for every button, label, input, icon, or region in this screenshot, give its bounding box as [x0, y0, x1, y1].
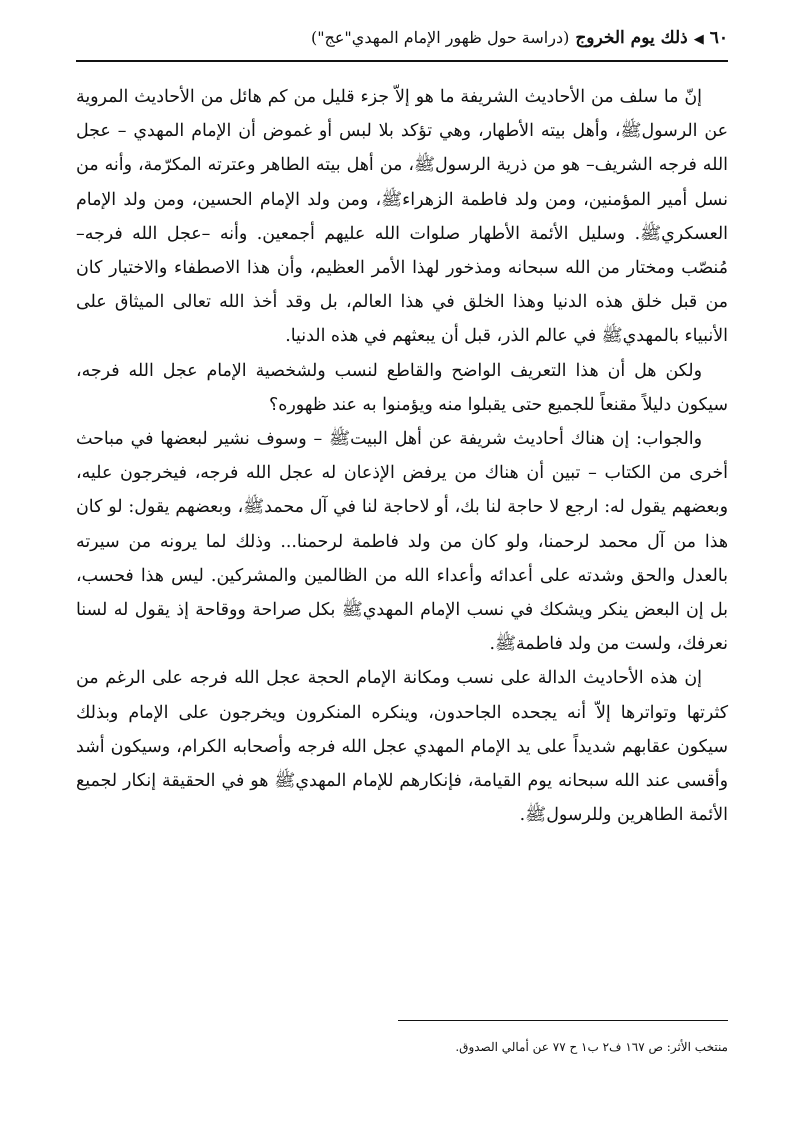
header-arrow-icon: ◀ — [693, 32, 704, 47]
paragraph: ولكن هل أن هذا التعريف الواضح والقاطع لنسب ولشخصية الإمام عجل الله فرجه، سيكون دليلاً مقنعاً للجميع حتى يقبلوا منه ويؤمنوا به عند ظهوره؟ — [76, 360, 728, 415]
book-title: ذلك يوم الخروج — [575, 28, 688, 48]
book-subtitle: (دراسة حول ظهور الإمام المهدي"عج") — [310, 28, 570, 47]
paragraph: إن هذه الأحاديث الدالة على نسب ومكانة الإمام الحجة عجل الله فرجه على الرغم من كثرتها وتواترها إلاّ أنه يجحده الجاحدون، وينكره المنكرون ويخرجون على الإمام وبذلك سيكون عقابهم شديداً على يد الإمام المهدي عجل الله فرجه وأصحابه الكرام، وسيكون أشد وأقسى عند الله سبحانه يوم القيامة، فإنكارهم للإمام المهديﷺ هو في الحقيقة إنكار لجميع الأئمة الطاهرين وللرسولﷺ. — [76, 668, 728, 826]
footnote-divider — [398, 1020, 728, 1021]
header-divider — [76, 60, 728, 62]
paragraph: إنّ ما سلف من الأحاديث الشريفة ما هو إلاّ جزء قليل من كم هائل من الأحاديث المروية عن الرسولﷺ، وأهل بيته الأطهار، وهي تؤكد بلا لبس أو غموض أن الإمام المهدي – عجل الله فرجه الشريف– هو من ذرية الرسولﷺ، من أهل بيته الطاهر وعترته المكرّمة، وأنه من نسل أمير المؤمنين، ومن ولد فاطمة الزهراءﷺ، ومن ولد الإمام الحسين، ومن ولد الإمام العسكريﷺ. وسليل الأئمة الأطهار صلوات الله عليهم أجمعين. وأنه –عجل الله فرجه– مُنصّب ومختار من الله سبحانه ومذخور لهذا الأمر العظيم، وأن هذا الاصطفاء والاختيار كان من قبل خلق هذه الدنيا وهذا الخلق في هذا العالم، بل وقد أخذ الله تعالى الميثاق على الأنبياء بالمهديﷺ في عالم الذر، قبل أن يبعثهم في هذه الدنيا. — [76, 87, 728, 347]
body-text — [76, 80, 728, 832]
page-number: ٦٠ — [709, 28, 728, 48]
footnote: منتخب الأثر: ص ١٦٧ ف٢ ب١ ح ٧٧ عن أمالي الصدوق. — [455, 1040, 728, 1054]
paragraph: والجواب: إن هناك أحاديث شريفة عن أهل البيتﷺ – وسوف نشير لبعضها في مباحث أخرى من الكتاب – تبين أن هناك من يرفض الإذعان له عجل الله فرجه، فيخرجون عليه، وبعضهم يقول له: ارجع لا حاجة لنا بك، أو لاحاجة لنا في آل محمدﷺ، وبعضهم يقول: لو كان هذا من آل محمد لرحمنا، ولو كان من ولد فاطمة لرحمنا... وذلك لما يرونه من سيرته بالعدل والحق وشدته على أعدائه وأعداء الله من الظالمين والمشركين. ليس هذا فحسب، بل إن البعض ينكر ويشكك في نسب الإمام المهديﷺ بكل صراحة ووقاحة إذ يقول له لسنا نعرفك، ولست من ولد فاطمةﷺ. — [76, 429, 728, 655]
running-header — [76, 28, 728, 58]
